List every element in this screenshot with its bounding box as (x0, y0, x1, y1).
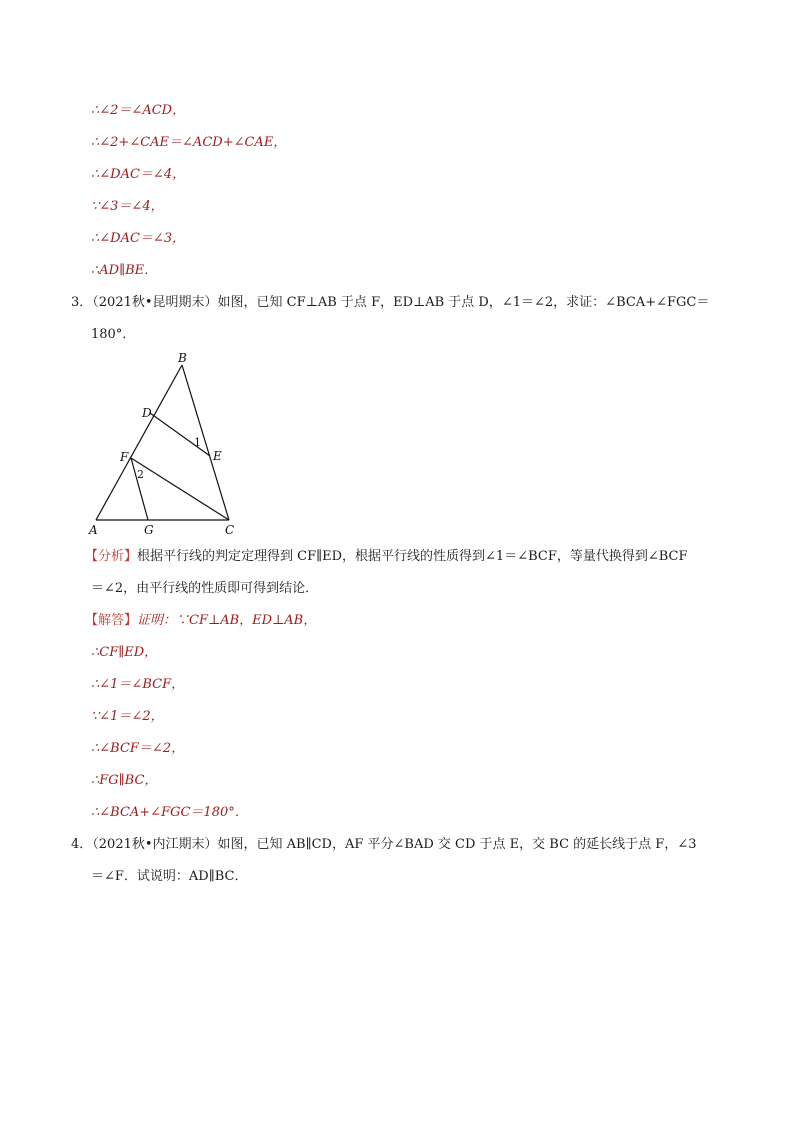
analysis-cont: ＝∠2，由平行线的性质即可得到结论． (91, 581, 319, 596)
question-number: 4． (71, 837, 93, 852)
label-b: B (178, 351, 187, 365)
answer-step: ∴FG∥BC， (91, 773, 158, 788)
question-number: 3． (71, 295, 93, 310)
proof-line: ∴∠DAC＝∠3， (91, 231, 186, 246)
side-bc (182, 365, 229, 520)
analysis (85, 548, 688, 566)
proof-line: ∴AD∥BE． (91, 263, 158, 278)
proof-line: ∴∠DAC＝∠4， (91, 167, 186, 182)
answer-step: ∴∠BCA+∠FGC＝180°． (91, 805, 248, 820)
answer-step: ∵∠1＝∠2， (91, 709, 164, 724)
proof-line: ∵∠3＝∠4， (91, 199, 164, 214)
label-c: C (225, 523, 235, 537)
answer (85, 612, 316, 630)
proof-line: ∴∠2＝∠ACD， (91, 103, 186, 118)
question-text: （2021秋•内江期末）如图，已知 AB∥CD，AF 平分∠BAD 交 CD 于点 E，交 BC 的延长线于点 F，∠3 (92, 837, 697, 852)
triangle-figure (86, 348, 256, 538)
angle-1-label: 1 (194, 436, 201, 449)
question-4 (71, 836, 697, 854)
side-ab (96, 365, 182, 520)
question-3 (71, 294, 709, 312)
answer-step: ∴CF∥ED， (91, 645, 158, 660)
label-f: F (120, 450, 129, 464)
segment-de (150, 413, 210, 456)
label-a: A (89, 523, 98, 537)
label-g: G (144, 523, 154, 537)
label-d: D (142, 406, 152, 420)
question-3-cont: 180°． (91, 327, 136, 342)
angle-2-label: 2 (137, 468, 144, 481)
analysis-text: 根据平行线的判定定理得到 CF∥ED，根据平行线的性质得到∠1＝∠BCF，等量代换得到∠BCF (137, 549, 688, 564)
answer-tag: 【解答】 (85, 613, 138, 628)
analysis-tag: 【分析】 (85, 549, 138, 564)
question-4-cont: ＝∠F．试说明：AD∥BC． (91, 869, 248, 884)
answer-lead: 证明：∵CF⊥AB，ED⊥AB， (137, 613, 317, 628)
answer-step: ∴∠BCF＝∠2， (91, 741, 185, 756)
label-e: E (213, 449, 222, 463)
question-text: （2021秋•昆明期末）如图，已知 CF⊥AB 于点 F，ED⊥AB 于点 D，∠1＝∠2，求证：∠BCA+∠FGC＝ (92, 295, 710, 310)
answer-step: ∴∠1＝∠BCF， (91, 677, 185, 692)
proof-line: ∴∠2+∠CAE＝∠ACD+∠CAE， (91, 135, 287, 150)
